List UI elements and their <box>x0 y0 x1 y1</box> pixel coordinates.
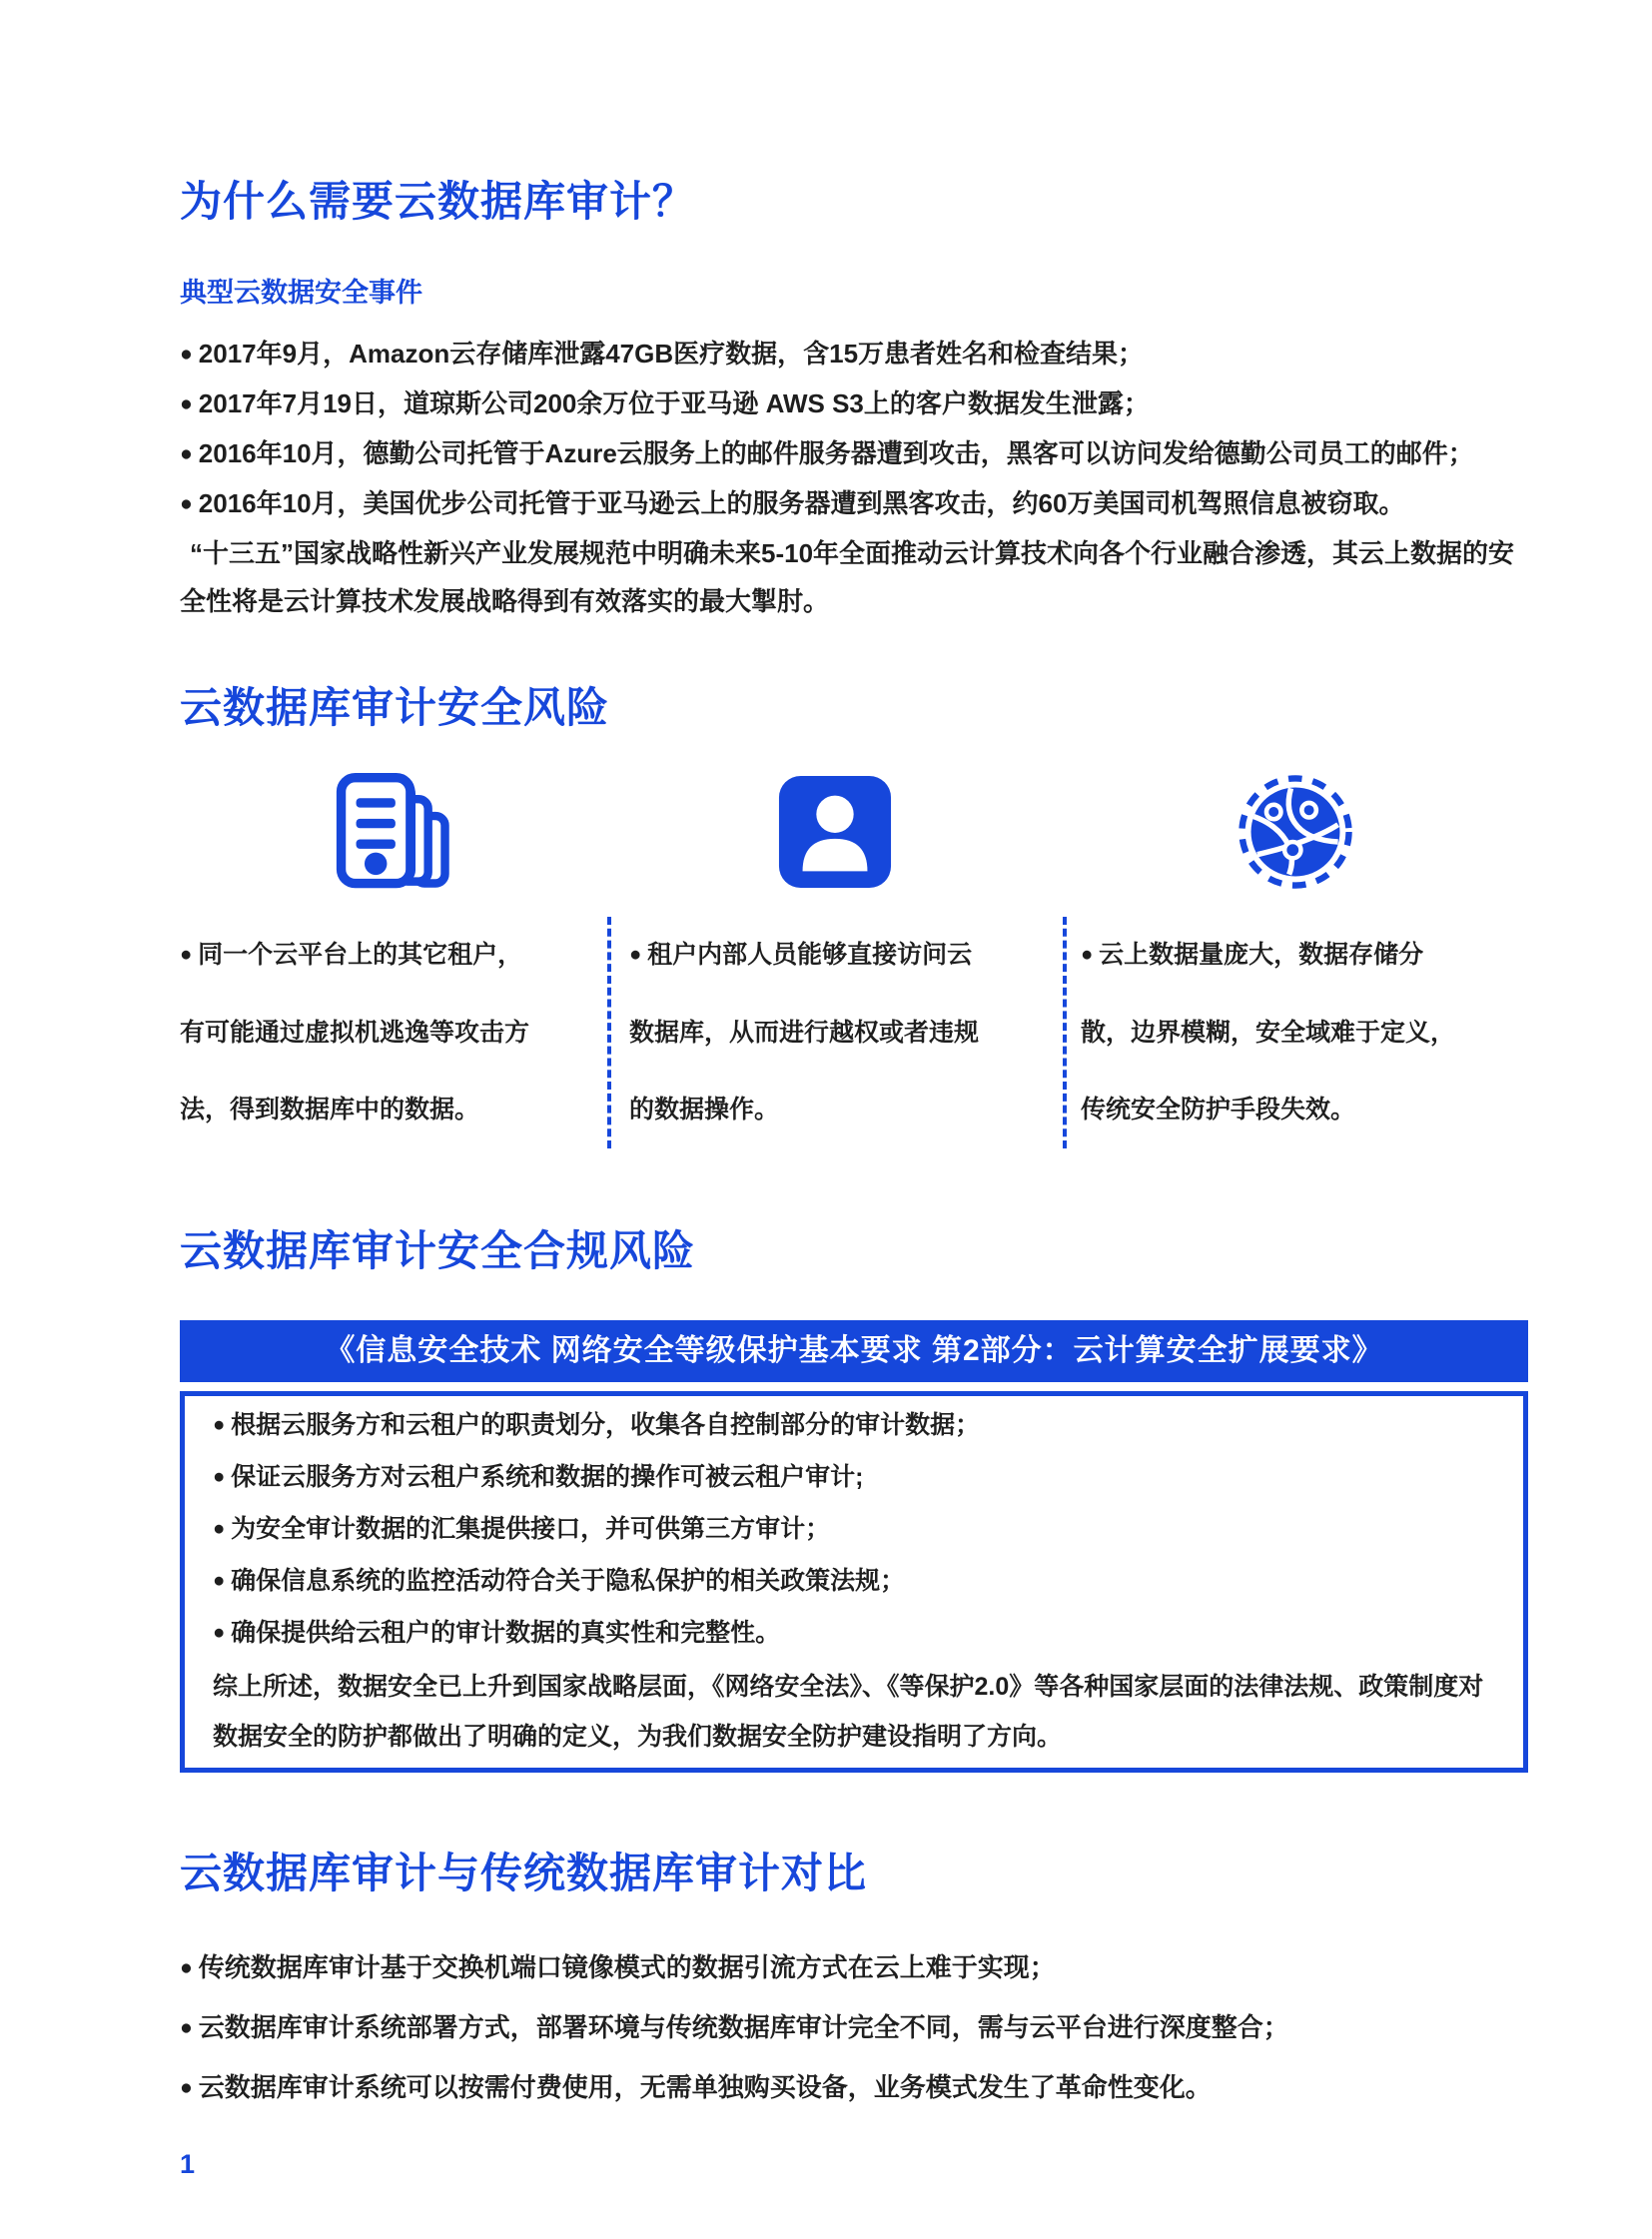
list-item: ● 2017年7月19日，道琼斯公司200余万位于亚马逊 AWS S3上的客户数据发生泄露； <box>180 379 1528 429</box>
risk-column-insiders <box>607 917 1063 1148</box>
risk-column-boundary <box>1063 917 1528 1148</box>
requirements-box <box>180 1391 1528 1773</box>
risk-column-text: ● 同一个云平台上的其它租户，有可能通过虚拟机逃逸等攻击方法，得到数据库中的数据。 <box>180 917 533 1148</box>
risk-column-text: ● 云上数据量庞大，数据存储分散，边界模糊，安全域难于定义，传统安全防护手段失效。 <box>1081 917 1472 1148</box>
documents-stack-icon <box>335 773 452 891</box>
section-title-compliance-risk: 云数据库审计安全合规风险 <box>180 1227 696 1275</box>
list-item: ● 2016年10月，德勤公司托管于Azure云服务上的邮件服务器遭到攻击，黑客可以访问发给德勤公司员工的邮件； <box>180 429 1528 479</box>
user-icon <box>776 773 894 891</box>
risk-columns <box>180 917 1528 1148</box>
icon-cell <box>1063 773 1528 891</box>
risk-icon-row <box>180 773 1528 891</box>
comparison-list <box>180 1947 1528 2109</box>
list-item: ● 2017年9月，Amazon云存储库泄露47GB医疗数据，含15万患者姓名和检查结果； <box>180 330 1528 379</box>
list-item: ● 确保提供给云租户的审计数据的真实性和完整性。 <box>213 1608 1493 1660</box>
page-title: 为什么需要云数据库审计？ <box>180 178 696 225</box>
requirements-list <box>213 1400 1493 1660</box>
icon-cell <box>607 773 1063 891</box>
standard-title-banner: 《信息安全技术 网络安全等级保护基本要求 第2部分：云计算安全扩展要求》 <box>180 1320 1528 1382</box>
strategy-paragraph: “十三五”国家战略性新兴产业发展规范中明确未来5-10年全面推动云计算技术向各个行业融合渗透，其云上数据的安全性将是云计算技术发展战略得到有效落实的最大掣肘。 <box>180 538 1515 617</box>
section-title-comparison: 云数据库审计与传统数据库审计对比 <box>180 1850 868 1897</box>
globe-network-icon <box>1237 773 1354 891</box>
subtitle-typical-incidents: 典型云数据安全事件 <box>180 278 422 309</box>
page-number: 1 <box>180 2148 196 2179</box>
section-title-security-risk: 云数据库审计安全风险 <box>180 684 610 732</box>
list-item: ● 2016年10月，美国优步公司托管于亚马逊云上的服务器遭到黑客攻击，约60万美国司机驾照信息被窃取。 <box>180 479 1528 529</box>
list-item: ● 为安全审计数据的汇集提供接口，并可供第三方审计； <box>213 1504 1493 1556</box>
icon-cell <box>180 773 607 891</box>
summary-paragraph: 综上所述，数据安全已上升到国家战略层面，《网络安全法》、《等保护2.0》等各种国家层面的法律法规、政策制度对数据安全的防护都做出了明确的定义，为我们数据安全防护建设指明了方向。 <box>213 1673 1484 1752</box>
list-item: ● 云数据库审计系统可以按需付费使用，无需单独购买设备，业务模式发生了革命性变化。 <box>180 2067 1528 2109</box>
list-item: ● 根据云服务方和云租户的职责划分，收集各自控制部分的审计数据； <box>213 1400 1493 1452</box>
list-item: ● 保证云服务方对云租户系统和数据的操作可被云租户审计; <box>213 1452 1493 1504</box>
list-item: ● 云数据库审计系统部署方式，部署环境与传统数据库审计完全不同，需与云平台进行深度整合； <box>180 2007 1528 2049</box>
list-item: ● 确保信息系统的监控活动符合关于隐私保护的相关政策法规； <box>213 1556 1493 1608</box>
incident-list <box>180 330 1528 529</box>
risk-column-text: ● 租户内部人员能够直接访问云数据库，从而进行越权或者违规的数据操作。 <box>629 917 979 1148</box>
risk-column-tenants <box>180 917 607 1148</box>
list-item: ● 传统数据库审计基于交换机端口镜像模式的数据引流方式在云上难于实现； <box>180 1947 1528 1989</box>
